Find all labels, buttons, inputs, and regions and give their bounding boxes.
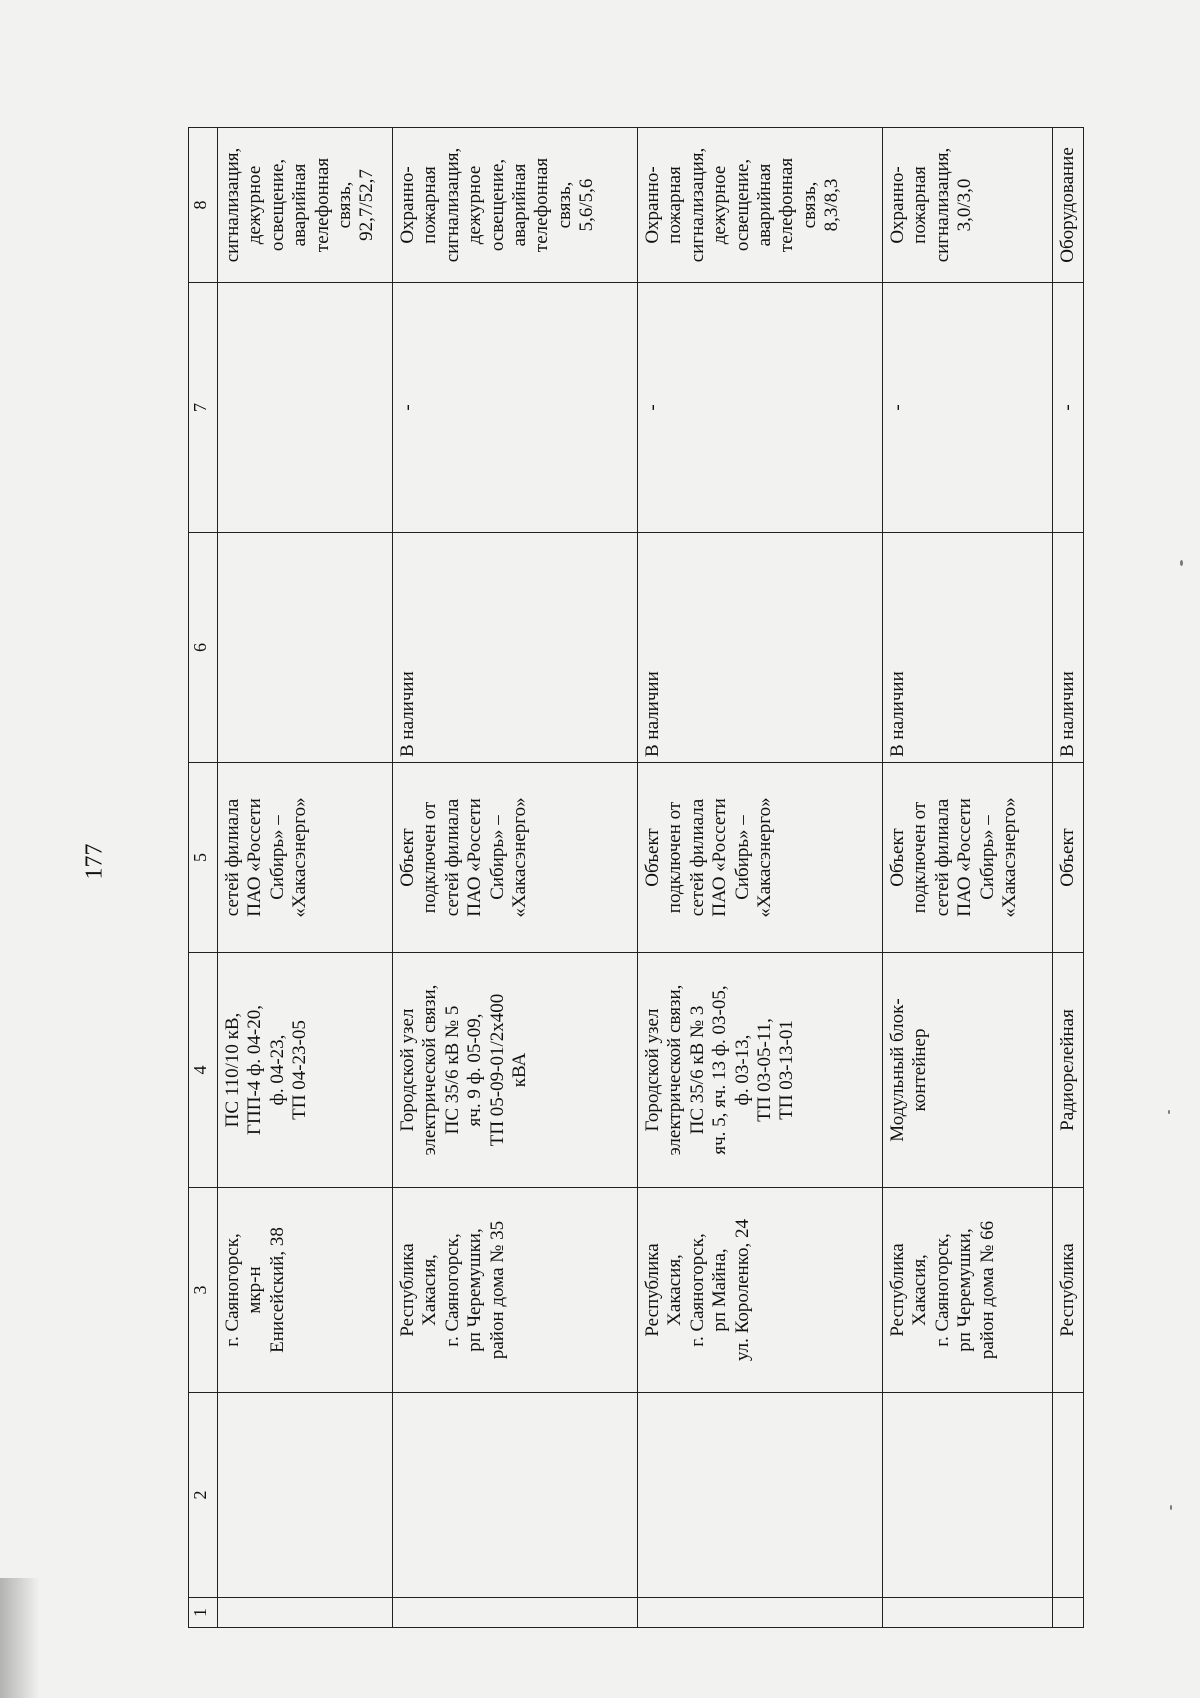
- cell-systems: сигнализация, дежурное освещение, аварийная телефонная связь, 92,7/52,7: [218, 128, 393, 283]
- table-header-row: [189, 128, 218, 1628]
- header-cell: 4: [189, 953, 218, 1188]
- table-row: [218, 128, 393, 1628]
- cell-power-source: Городской узел электрической связи, ПС 35/6 кВ № 5 яч. 9 ф. 05-09, ТП 05-09-01/2х400 кВА: [393, 953, 638, 1188]
- scan-speck: [1170, 1505, 1172, 1510]
- cell-power-source: Городской узел электрической связи, ПС 35/6 кВ № 3 яч. 5, яч. 13 ф. 03-05, ф. 03-13, ТП 03-05-11, ТП 03-13-01: [638, 953, 883, 1188]
- cell-availability: [218, 533, 393, 763]
- cell-index: [883, 1598, 1053, 1628]
- cell-availability: В наличии: [393, 533, 638, 763]
- cell-connection: Объект подключен от сетей филиала ПАО «Россети Сибирь» – «Хакасэнерго»: [393, 763, 638, 953]
- cell-name: [393, 1393, 638, 1598]
- cell-availability: В наличии: [883, 533, 1053, 763]
- cell-power-source: Модульный блок- контейнер: [883, 953, 1053, 1188]
- cell-col7: -: [393, 283, 638, 533]
- cell-availability: В наличии: [1053, 533, 1084, 763]
- rotated-table-container: [188, 128, 1110, 1628]
- page-number: 177: [81, 843, 108, 880]
- cell-systems: Охранно- пожарная сигнализация, дежурное освещение, аварийная телефонная связь, 5,6/5,6: [393, 128, 638, 283]
- table-row: [393, 128, 638, 1628]
- header-cell: 1: [189, 1598, 218, 1628]
- header-cell: 2: [189, 1393, 218, 1598]
- cell-power-source: ПС 110/10 кВ, ГПП-4 ф. 04-20, ф. 04-23, ТП 04-23-05: [218, 953, 393, 1188]
- header-cell: 6: [189, 533, 218, 763]
- cell-availability: В наличии: [638, 533, 883, 763]
- table-row: [883, 128, 1053, 1628]
- cell-col7: -: [1053, 283, 1084, 533]
- cell-index: [1053, 1598, 1084, 1628]
- cell-address: Республика Хакасия, г. Саяногорск, рп Черемушки, район дома № 66: [883, 1188, 1053, 1393]
- cell-address: г. Саяногорск, мкр-н Енисейский, 38: [218, 1188, 393, 1393]
- header-cell: 5: [189, 763, 218, 953]
- cell-index: [638, 1598, 883, 1628]
- scan-speck: [1180, 560, 1183, 566]
- cell-connection: Объект: [1053, 763, 1084, 953]
- cell-address: Республика Хакасия, г. Саяногорск, рп Черемушки, район дома № 35: [393, 1188, 638, 1393]
- table-row: [1053, 128, 1084, 1628]
- header-cell: 7: [189, 283, 218, 533]
- scan-shadow: [0, 1578, 40, 1698]
- cell-name: [218, 1393, 393, 1598]
- table-row: [638, 128, 883, 1628]
- cell-name: [883, 1393, 1053, 1598]
- cell-connection: Объект подключен от сетей филиала ПАО «Россети Сибирь» – «Хакасэнерго»: [638, 763, 883, 953]
- cell-address: Республика Хакасия, г. Саяногорск, рп Майна, ул. Короленко, 24: [638, 1188, 883, 1393]
- cell-col7: -: [883, 283, 1053, 533]
- cell-index: [218, 1598, 393, 1628]
- cell-systems: Охранно- пожарная сигнализация, дежурное освещение, аварийная телефонная связь, 8,3/8,3: [638, 128, 883, 283]
- cell-col7: -: [638, 283, 883, 533]
- cell-index: [393, 1598, 638, 1628]
- header-cell: 8: [189, 128, 218, 283]
- cell-systems: Оборудование: [1053, 128, 1084, 283]
- cell-systems: Охранно- пожарная сигнализация, 3,0/3,0: [883, 128, 1053, 283]
- header-cell: 3: [189, 1188, 218, 1393]
- cell-connection: сетей филиала ПАО «Россети Сибирь» – «Хакасэнерго»: [218, 763, 393, 953]
- cell-connection: Объект подключен от сетей филиала ПАО «Россети Сибирь» – «Хакасэнерго»: [883, 763, 1053, 953]
- cell-name: [638, 1393, 883, 1598]
- cell-name: [1053, 1393, 1084, 1598]
- equipment-table: [188, 127, 1084, 1628]
- cell-address: Республика: [1053, 1188, 1084, 1393]
- cell-power-source: Радиорелейная: [1053, 953, 1084, 1188]
- scan-speck: [1168, 1110, 1170, 1114]
- cell-col7: [218, 283, 393, 533]
